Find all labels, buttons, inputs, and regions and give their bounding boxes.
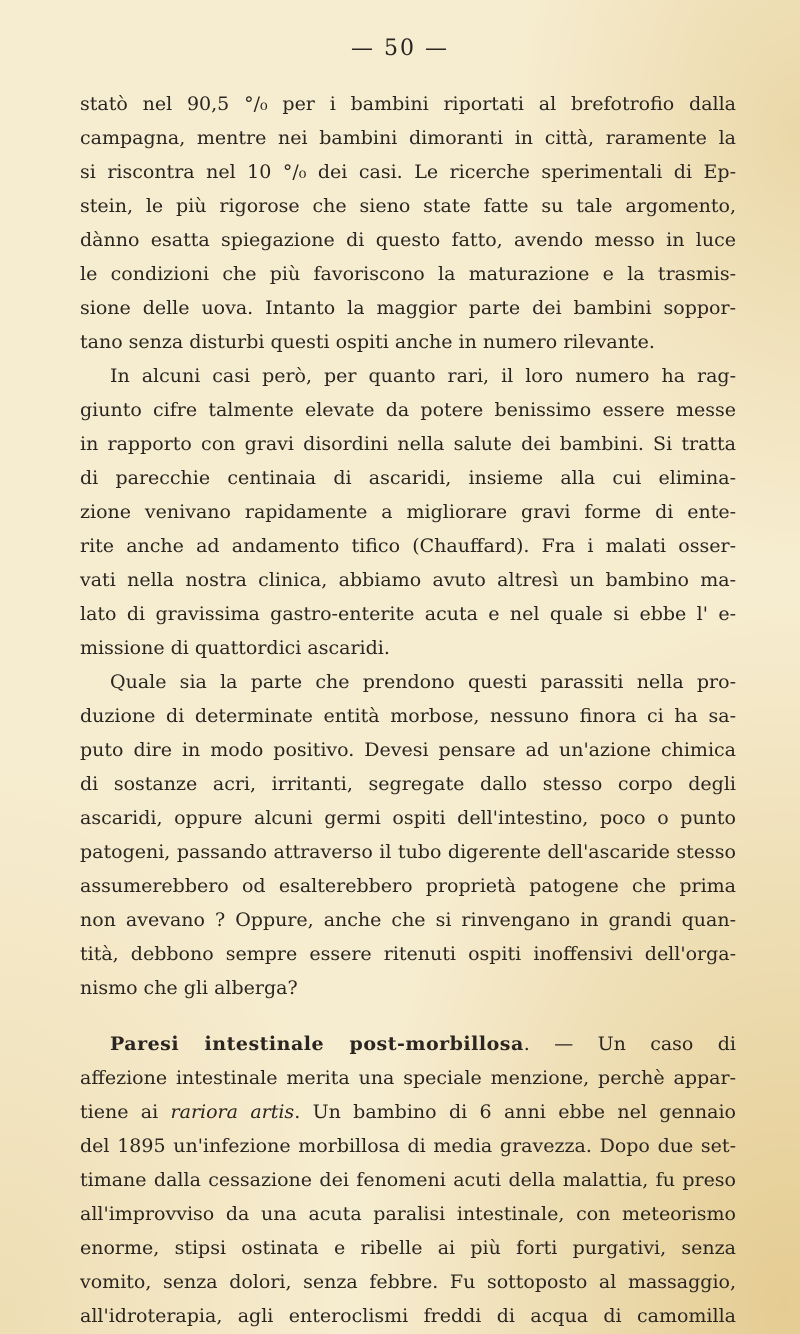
text-line: Quale sia la parte che prendono questi parassiti nella pro- (110, 671, 736, 693)
text-line: In alcuni casi però, per quanto rari, il loro numero ha rag- (110, 365, 736, 387)
text-line: non avevano ? Oppure, anche che si rinvengano in grandi quan- (80, 909, 736, 931)
text-line: affezione intestinale merita una speciale menzione, perchè appar- (80, 1067, 736, 1089)
text-line: patogeni, passando attraverso il tubo digerente dell'ascaride stesso (80, 841, 736, 863)
text-line: dànno esatta spiegazione di questo fatto, avendo messo in luce (80, 229, 736, 251)
text-line: missione di quattordici ascaridi. (80, 637, 390, 659)
text-line: di parecchie centinaia di ascaridi, insieme alla cui elimina- (80, 467, 736, 489)
text-line: all'improvviso da una acuta paralisi intestinale, con meteorismo (80, 1203, 736, 1225)
text-line: tano senza disturbi questi ospiti anche in numero rilevante. (80, 331, 655, 353)
text-line: si riscontra nel 10 °/₀ dei casi. Le ricerche sperimentali di Ep- (80, 161, 736, 183)
text-line: in rapporto con gravi disordini nella salute dei bambini. Si tratta (80, 433, 736, 455)
text-line: lato di gravissima gastro-enterite acuta e nel quale si ebbe l' e- (80, 603, 736, 625)
text-line: timane dalla cessazione dei fenomeni acuti della malattia, fu preso (80, 1169, 736, 1191)
text-line: all'idroterapia, agli enteroclismi freddi di acqua di camomilla (80, 1305, 736, 1327)
text-line: rite anche ad andamento tifico (Chauffard). Fra i malati osser- (80, 535, 736, 557)
text-line: tità, debbono sempre essere ritenuti ospiti inoffensivi dell'orga- (80, 943, 736, 965)
text-line: zione venivano rapidamente a migliorare gravi forme di ente- (80, 501, 736, 523)
section-heading: Paresi intestinale post-morbillosa (110, 1033, 524, 1055)
text-line: enorme, stipsi ostinata e ribelle ai più forti purgativi, senza (80, 1237, 736, 1259)
page-number: — 50 — (351, 36, 449, 61)
text-line: puto dire in modo positivo. Devesi pensare ad un'azione chimica (80, 739, 736, 761)
text-line: ascaridi, oppure alcuni germi ospiti dell'intestino, poco o punto (80, 807, 736, 829)
section-heading-line (110, 1027, 736, 1061)
text-line: sione delle uova. Intanto la maggior parte dei bambini soppor- (80, 297, 736, 319)
text-line: statò nel 90,5 °/₀ per i bambini riportati al brefotrofio dalla (80, 93, 736, 115)
text-line: duzione di determinate entità morbose, nessuno finora ci ha sa- (80, 705, 736, 727)
text-line: del 1895 un'infezione morbillosa di media gravezza. Dopo due set- (80, 1135, 736, 1157)
text-line: giunto cifre talmente elevate da potere benissimo essere messe (80, 399, 736, 421)
italic-phrase: rariora artis (170, 1101, 295, 1123)
text-line: di sostanze acri, irritanti, segregate dallo stesso corpo degli (80, 773, 736, 795)
text-line: vomito, senza dolori, senza febbre. Fu sottoposto al massaggio, (80, 1271, 736, 1293)
text-line: assumerebbero od esalterebbero proprietà patogene che prima (80, 875, 736, 897)
text-line: vati nella nostra clinica, abbiamo avuto altresì un bambino ma- (80, 569, 736, 591)
text-line (80, 1095, 736, 1129)
text-span: . Un bambino di 6 anni ebbe nel gennaio (294, 1101, 736, 1123)
text-line: le condizioni che più favoriscono la maturazione e la trasmis- (80, 263, 736, 285)
text-line: stein, le più rigorose che sieno state fatte su tale argomento, (80, 195, 736, 217)
text-span: . — Un caso di (523, 1033, 736, 1055)
text-line: campagna, mentre nei bambini dimoranti in città, raramente la (80, 127, 736, 149)
text-span: tiene ai (80, 1101, 171, 1123)
text-line: nismo che gli alberga? (80, 977, 298, 999)
